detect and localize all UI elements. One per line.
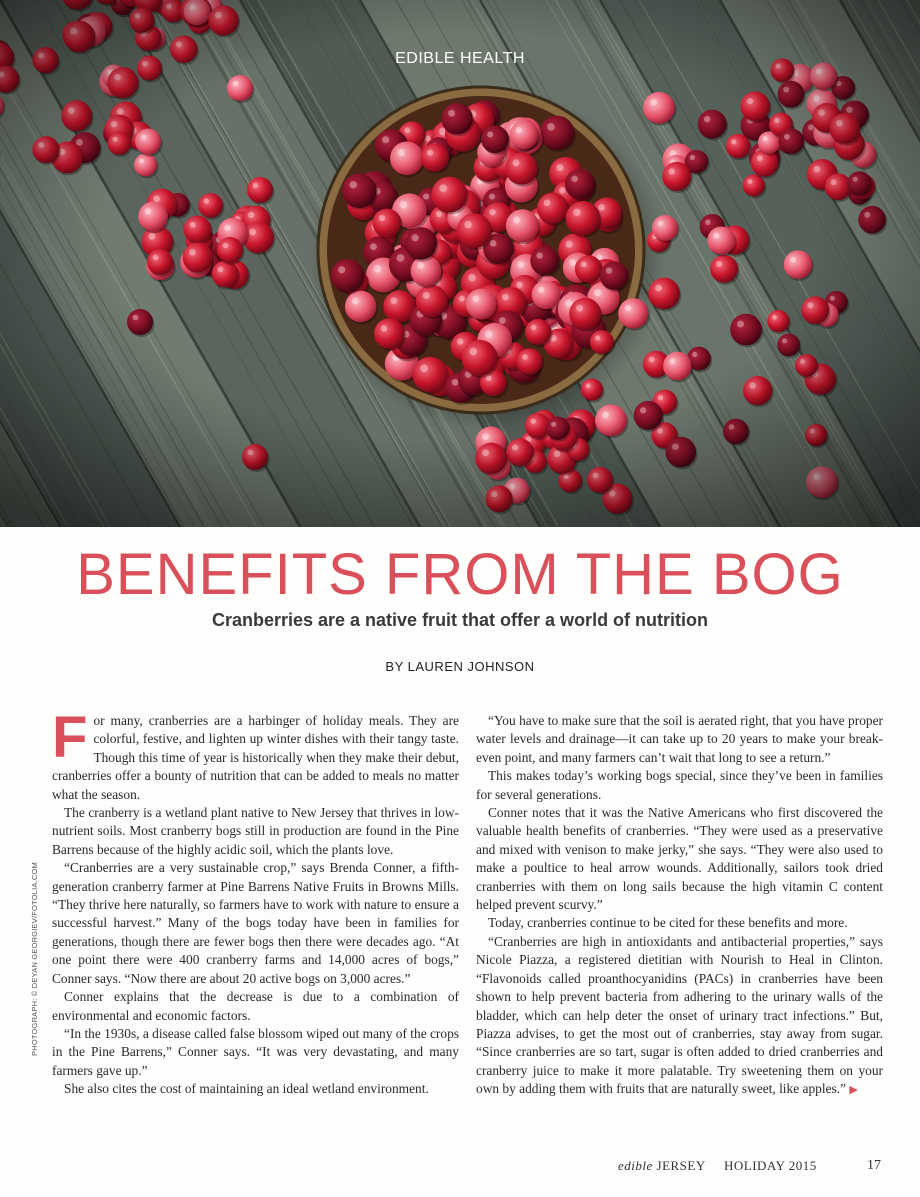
article-paragraph: “In the 1930s, a disease called false blossom wiped out many of the crops in the Pine Barrens,” Conner says. “It was very devastating, and many farmers gave up.”: [52, 1025, 459, 1078]
section-label: EDIBLE HEALTH: [395, 50, 525, 67]
publication-name: edible JERSEY: [618, 1158, 706, 1173]
article-paragraph: The cranberry is a wetland plant native to New Jersey that thrives in low-nutrient soils. Most cranberry bogs still in production are found in the Pine Barrens because of the highly acidic soil, which the plants love.: [52, 805, 459, 857]
continue-arrow-icon: ▶: [849, 1084, 858, 1097]
article-paragraph: “Cranberries are a very sustainable crop,” says Brenda Conner, a fifth-generation cranberry farmer at Pine Barrens Native Fruits in Browns Mills. “They thrive here naturally, so farmers have to work with nature to ensure a successful harvest.” Many of the bogs today have been in families for generations, though there are fewer bogs then there were decades ago. “At one point there were 400 cranberry farms and 14,000 acres of bogs,” Conner says. “Now there are about 20 active bogs on 3,000 acres.”: [52, 860, 459, 986]
issue-label: HOLIDAY 2015: [724, 1158, 817, 1173]
hero-photo: [0, 0, 920, 527]
article-paragraph: Conner notes that it was the Native Americans who first discovered the valuable health benefits of cranberries. “They were used as a preservative and mixed with venison to make jerky,” she says. “They were also used to make a poultice to heal arrow wounds. Additionally, sailors took dried cranberries with them on long sails because the high vitamin C content helped prevent scurvy.”: [476, 805, 883, 913]
byline: BY LAUREN JOHNSON: [385, 659, 535, 674]
article-paragraph: For many, cranberries are a harbinger of holiday meals. They are colorful, festive, and lighten up winter dishes with their tangy taste. Though this time of year is historically when they make their debut, cranberries offer a bounty of nutrition that can be added to meals no matter what the season.: [52, 705, 459, 802]
photo-credit: PHOTOGRAPH: © DEYAN GEORGIEV/FOTOLIA.COM: [30, 862, 39, 1056]
page-number: 17: [867, 1158, 881, 1173]
cranberry-bowl-image: [0, 0, 920, 527]
article-paragraph: Conner explains that the decrease is due to a combination of environmental and economic factors.: [52, 989, 459, 1023]
subtitle: Cranberries are a native fruit that offer a world of nutrition: [211, 610, 709, 630]
article-paragraph: “You have to make sure that the soil is aerated right, that you have proper water levels and drainage—it can take up to 20 years to make your break-even point, and many farmers can’t wait that long to see a return.”: [476, 713, 883, 765]
drop-cap: F: [52, 705, 88, 770]
article-paragraph: She also cites the cost of maintaining an ideal wetland environment.: [64, 1081, 429, 1097]
article-column-left: [52, 705, 459, 1099]
page-title: BENEFITS FROM THE BOG: [76, 542, 844, 607]
article-paragraph: “Cranberries are high in antioxidants and antibacterial properties,” says Nicole Piazza, a registered dietitian with Nourish to Heal in Clinton. “Flavonoids called proanthocyanidins (PACs) in cranberries have been shown to help prevent bacteria from adhering to the urinary walls of the bladder, which can help deter the onset of urinary tract infections.” But, Piazza advises, to get the most out of cranberries, stay away from sugar. “Since cranberries are so tart, sugar is often added to dried cranberries and cranberry juice to make it more palatable. Try sweetening them on your own by adding them with fruits that are naturally sweet, like apples.” ▶: [476, 933, 883, 1097]
article-column-right: [476, 712, 883, 1100]
article-paragraph: Today, cranberries continue to be cited for these benefits and more.: [488, 915, 848, 931]
article-paragraph: This makes today’s working bogs special, since they’ve been in families for several generations.: [476, 768, 883, 802]
